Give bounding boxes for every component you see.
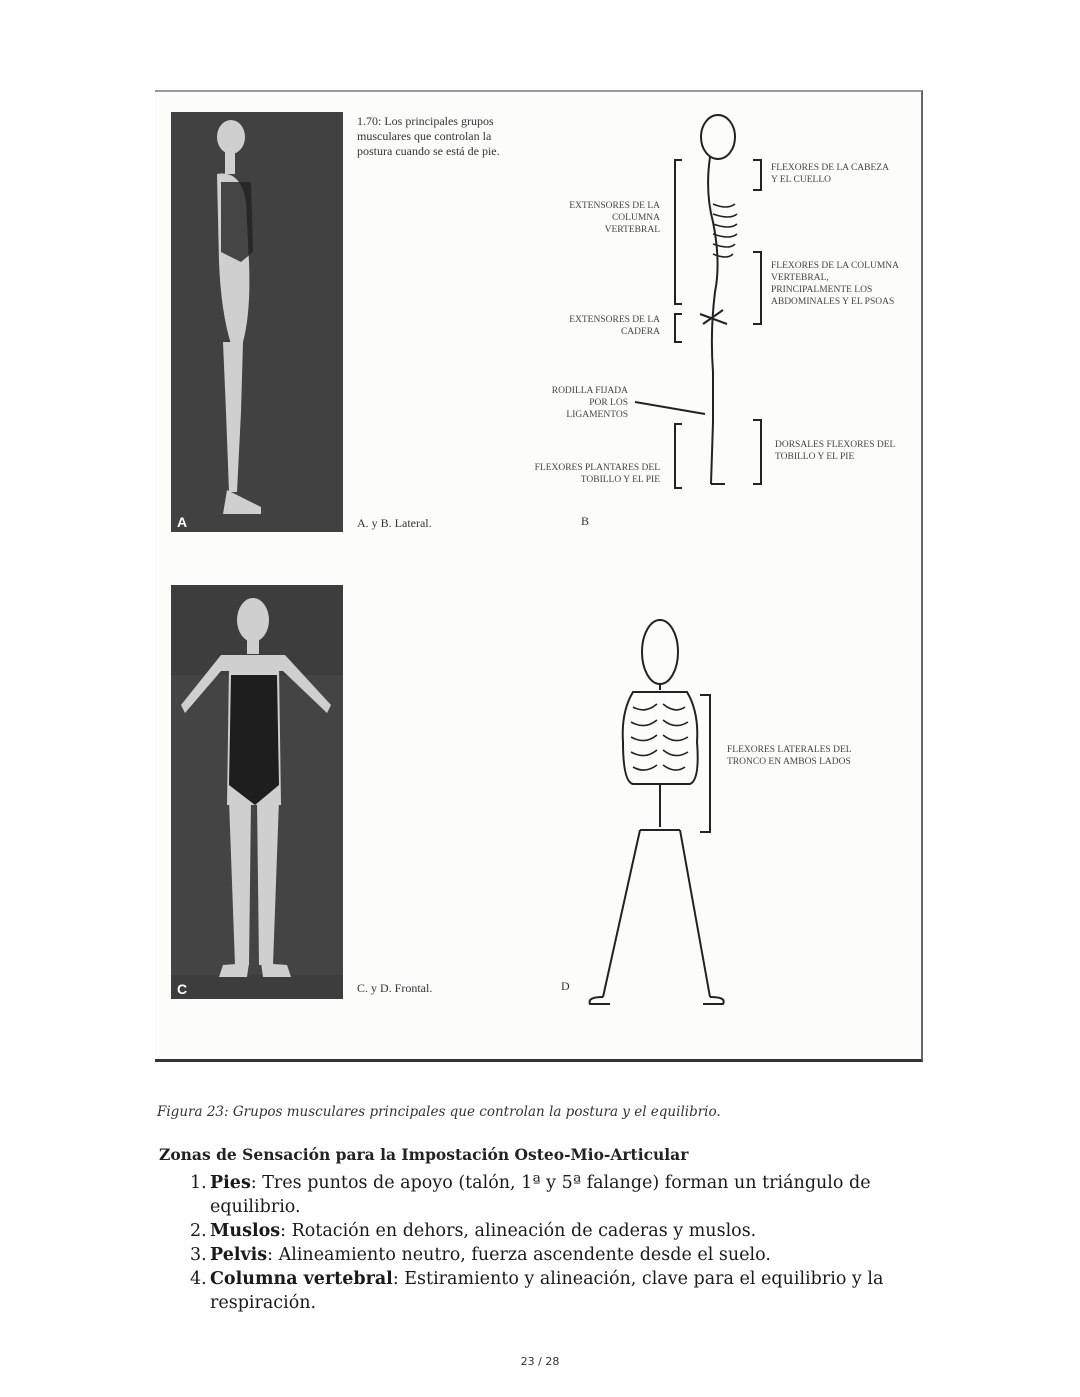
label-flexores-laterales: FLEXORES LATERALES DEL TRONCO EN AMBOS LADOS <box>727 745 852 767</box>
list-item <box>190 1243 930 1267</box>
list-item-text: : Estiramiento y alineación, clave para el equilibrio y la respiración. <box>210 1269 884 1313</box>
label-flexores-cabeza: FLEXORES DE LA CABEZA Y EL CUELLO <box>771 163 889 185</box>
label-rodilla: RODILLA FIJADA POR LOS LIGAMENTOS <box>551 386 628 420</box>
view-label-lateral: A. y B. Lateral. <box>357 516 432 530</box>
list-item-term: Pelvis <box>210 1245 268 1265</box>
list-item <box>190 1267 930 1315</box>
panel-letter-c: C <box>177 981 188 997</box>
list-item-term: Pies <box>210 1173 251 1193</box>
view-label-frontal: C. y D. Frontal. <box>357 981 433 995</box>
label-extensores-cadera: EXTENSORES DE LA CADERA <box>569 315 660 337</box>
figure-caption-170: 1.70: Los principales grupos musculares que controlan la postura cuando se está de pie. <box>357 114 500 158</box>
list-item-number: 2. <box>190 1221 207 1241</box>
list-item-number: 1. <box>190 1173 207 1193</box>
label-extensores-columna: EXTENSORES DE LA COLUMNA VERTEBRAL <box>569 201 660 235</box>
label-dorsales-flexores: DORSALES FLEXORES DEL TOBILLO Y EL PIE <box>775 440 895 462</box>
list-item <box>190 1219 930 1243</box>
list-item <box>190 1171 930 1219</box>
list-item-text: : Tres puntos de apoyo (talón, 1ª y 5ª falange) forman un triángulo de equilibrio. <box>210 1173 871 1217</box>
list-item-text: : Alineamiento neutro, fuerza ascendente desde el suelo. <box>267 1245 771 1265</box>
list-item-number: 4. <box>190 1269 207 1289</box>
panel-letter-a: A <box>177 514 188 530</box>
label-flexores-columna: FLEXORES DE LA COLUMNA VERTEBRAL, PRINCIPALMENTE LOS ABDOMINALES Y EL PSOAS <box>771 261 899 307</box>
list-item-term: Muslos <box>210 1221 281 1241</box>
panel-letter-b: B <box>581 514 590 528</box>
drawing-frontal <box>155 92 923 1064</box>
sensation-zones-list <box>190 1171 930 1315</box>
panel-letter-d: D <box>561 979 570 993</box>
figure-caption: Figura 23: Grupos musculares principales que controlan la postura y el equilibrio. <box>157 1104 721 1120</box>
list-item-number: 3. <box>190 1245 207 1265</box>
list-item-text: : Rotación en dehors, alineación de caderas y muslos. <box>280 1221 757 1241</box>
page-number: 23 / 28 <box>520 1355 560 1368</box>
section-title: Zonas de Sensación para la Impostación Osteo-Mio-Articular <box>159 1145 689 1164</box>
list-item-term: Columna vertebral <box>210 1269 393 1289</box>
scanned-figure <box>155 90 923 1062</box>
label-flexores-plantares: FLEXORES PLANTARES DEL TOBILLO Y EL PIE <box>534 463 660 485</box>
